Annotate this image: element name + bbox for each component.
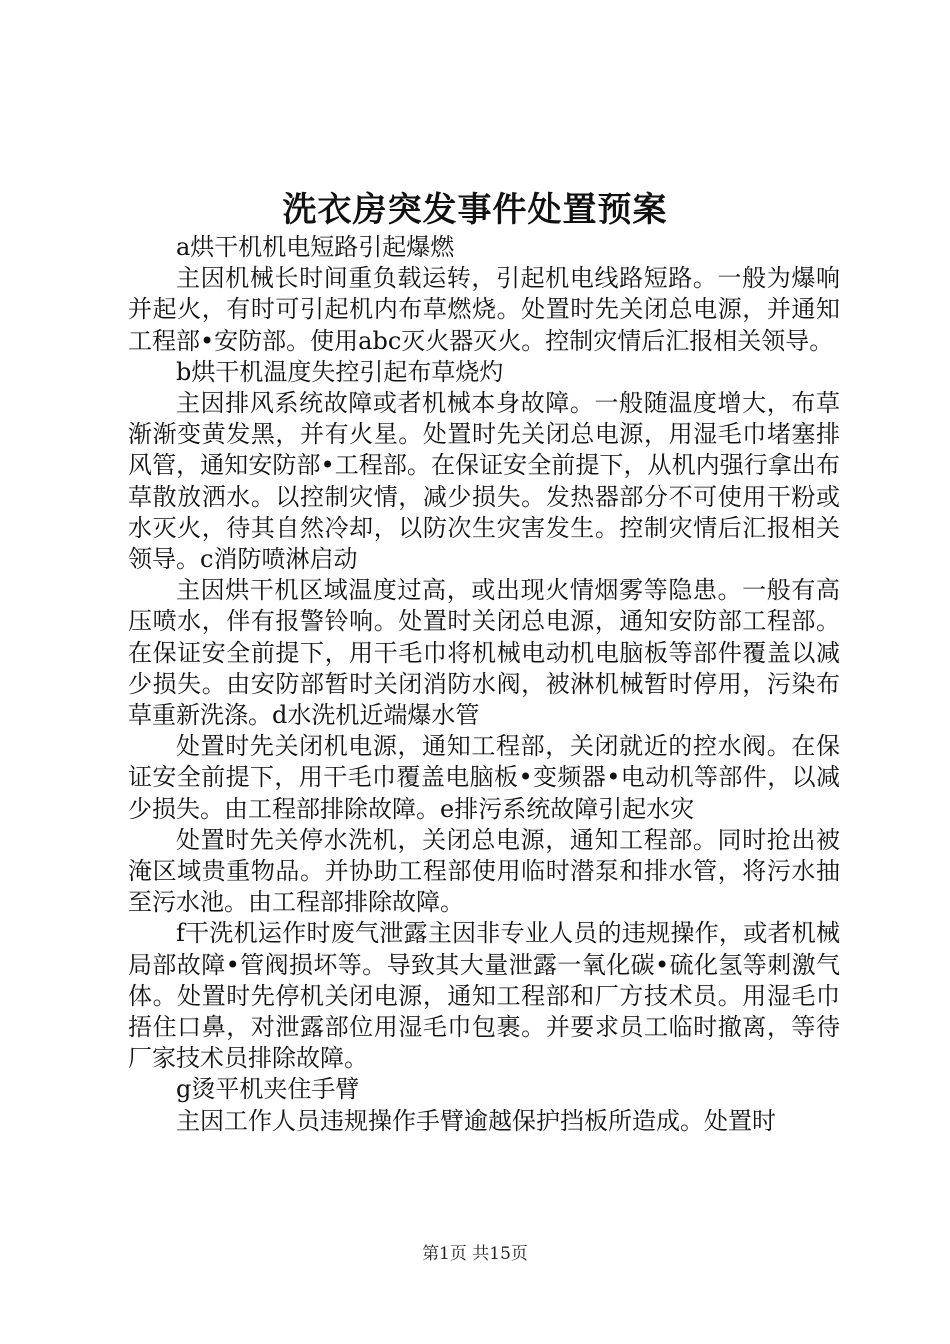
paragraph: 主因机械长时间重负载运转，引起机电线路短路。一般为爆响并起火，有时可引起机内布草燃烧。处置时先关闭总电源，并通知工程部•安防部。使用abc灭火器灭火。控制灾情后汇报相关领导。	[128, 264, 840, 355]
document-body	[128, 232, 840, 1137]
page-title: 洗衣房突发事件处置预案	[282, 190, 668, 230]
paragraph: 主因烘干机区域温度过高，或出现火情烟雾等隐患。一般有高压喷水，伴有报警铃响。处置时关闭总电源，通知安防部工程部。在保证安全前提下，用干毛巾将机械电动机电脑板等部件覆盖以减少损失。由安防部暂时关闭消防水阀，被淋机械暂时停用，污染布草重新洗涤。d水洗机近端爆水管	[128, 576, 840, 730]
paragraph: 主因工作人员违规操作手臂逾越保护挡板所造成。处置时	[176, 1106, 776, 1135]
paragraph: 处置时先关闭机电源，通知工程部，关闭就近的控水阀。在保证安全前提下，用干毛巾覆盖电脑板•变频器•电动机等部件，以减少损失。由工程部排除故障。e排污系统故障引起水灾	[128, 732, 840, 823]
section-heading-a: a烘干机机电短路引起爆燃	[176, 233, 455, 261]
paragraph: 主因排风系统故障或者机械本身故障。一般随温度增大，布草渐渐变黄发黑，并有火星。处置时先关闭总电源，用湿毛巾堵塞排风管，通知安防部•工程部。在保证安全前提下，从机内强行拿出布草散放洒水。以控制灾情，减少损失。发热器部分不可使用干粉或水灭火，待其自然冷却，以防次生灾害发生。控制灾情后汇报相关领导。c消防喷淋启动	[128, 389, 840, 574]
paragraph: f干洗机运作时废气泄露主因非专业人员的违规操作，或者机械局部故障•管阀损坏等。导致其大量泄露一氧化碳•硫化氢等刺激气体。处置时先停机关闭电源，通知工程部和厂方技术员。用湿毛巾捂住口鼻，对泄露部位用湿毛巾包裹。并要求员工临时撤离，等待厂家技术员排除故障。	[128, 919, 840, 1073]
paragraph: 处置时先关停水洗机，关闭总电源，通知工程部。同时抢出被淹区域贵重物品。并协助工程部使用临时潜泵和排水管，将污水抽至污水池。由工程部排除故障。	[128, 825, 840, 917]
section-heading-g: g烫平机夹住手臂	[176, 1075, 360, 1104]
section-heading-b: b烘干机温度失控引起布草烧灼	[176, 357, 504, 386]
page-footer: 第1页 共15页	[422, 1244, 528, 1264]
